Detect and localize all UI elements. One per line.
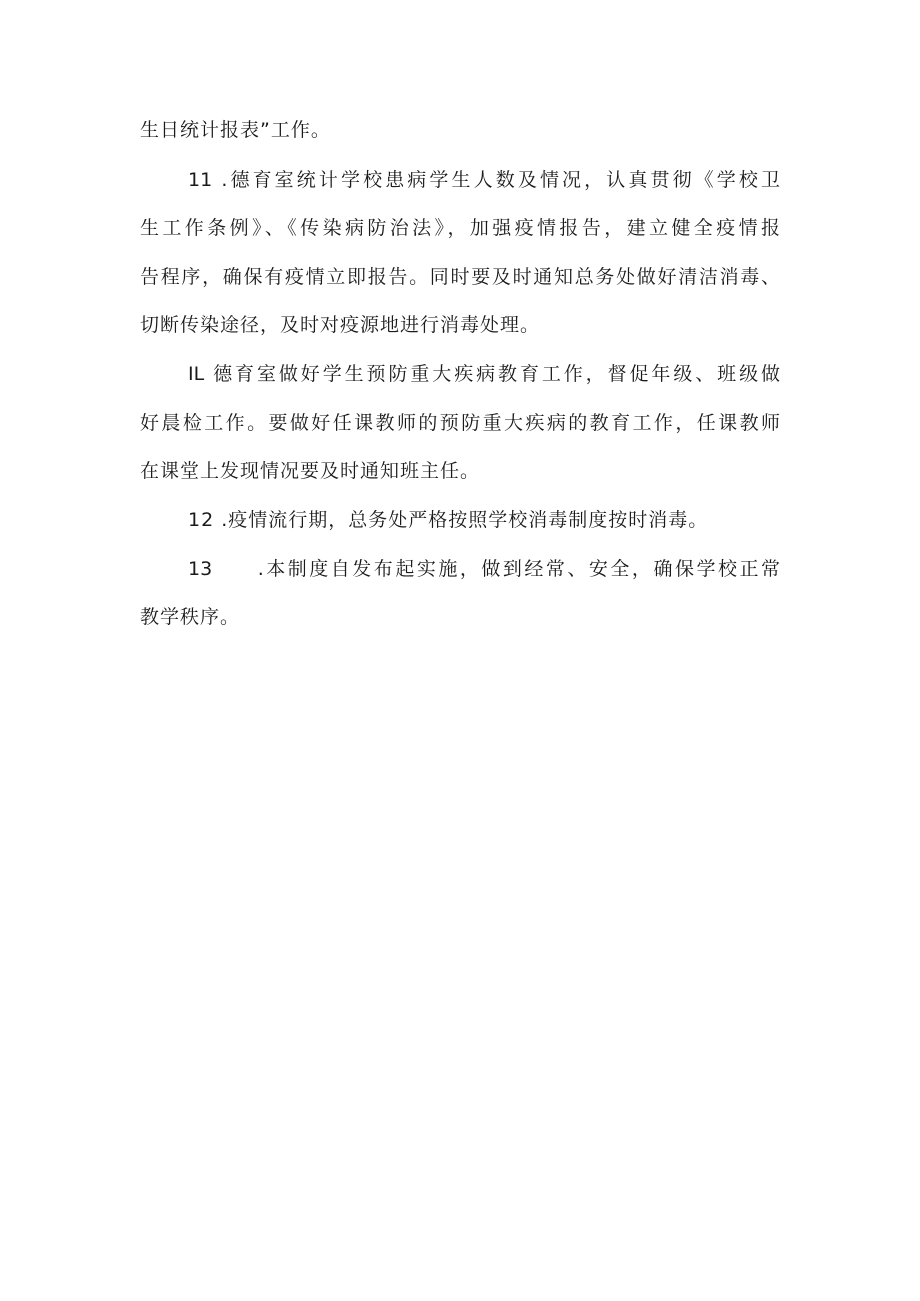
text-line-11: 教学秩序。 bbox=[140, 606, 241, 628]
text-line-3: 生工作条例》、《传染病防治法》，加强疫情报告，建立健全疫情报 bbox=[140, 217, 780, 239]
text-line-7: 好晨检工作。要做好任课教师的预防重大疾病的教育工作，任课教师 bbox=[140, 412, 780, 434]
text-line-5: 切断传染途径，及时对疫源地进行消毒处理。 bbox=[140, 314, 541, 336]
text-line-8: 在课堂上发现情况要及时通知班主任。 bbox=[140, 460, 481, 482]
text-line-6: IL 德育室做好学生预防重大疾病教育工作，督促年级、班级做 bbox=[188, 363, 780, 385]
text-line-4: 告程序，确保有疫情立即报告。同时要及时通知总务处做好清洁消毒、 bbox=[140, 266, 780, 288]
text-line-10: 13 .本制度自发布起实施，做到经常、安全，确保学校正常 bbox=[188, 558, 780, 580]
text-line-1: 生日统计报表”工作。 bbox=[140, 119, 331, 141]
text-line-9: 12 .疫情流行期，总务处严格按照学校消毒制度按时消毒。 bbox=[188, 509, 709, 531]
text-line-2: 11 .德育室统计学校患病学生人数及情况，认真贯彻《学校卫 bbox=[188, 169, 780, 191]
